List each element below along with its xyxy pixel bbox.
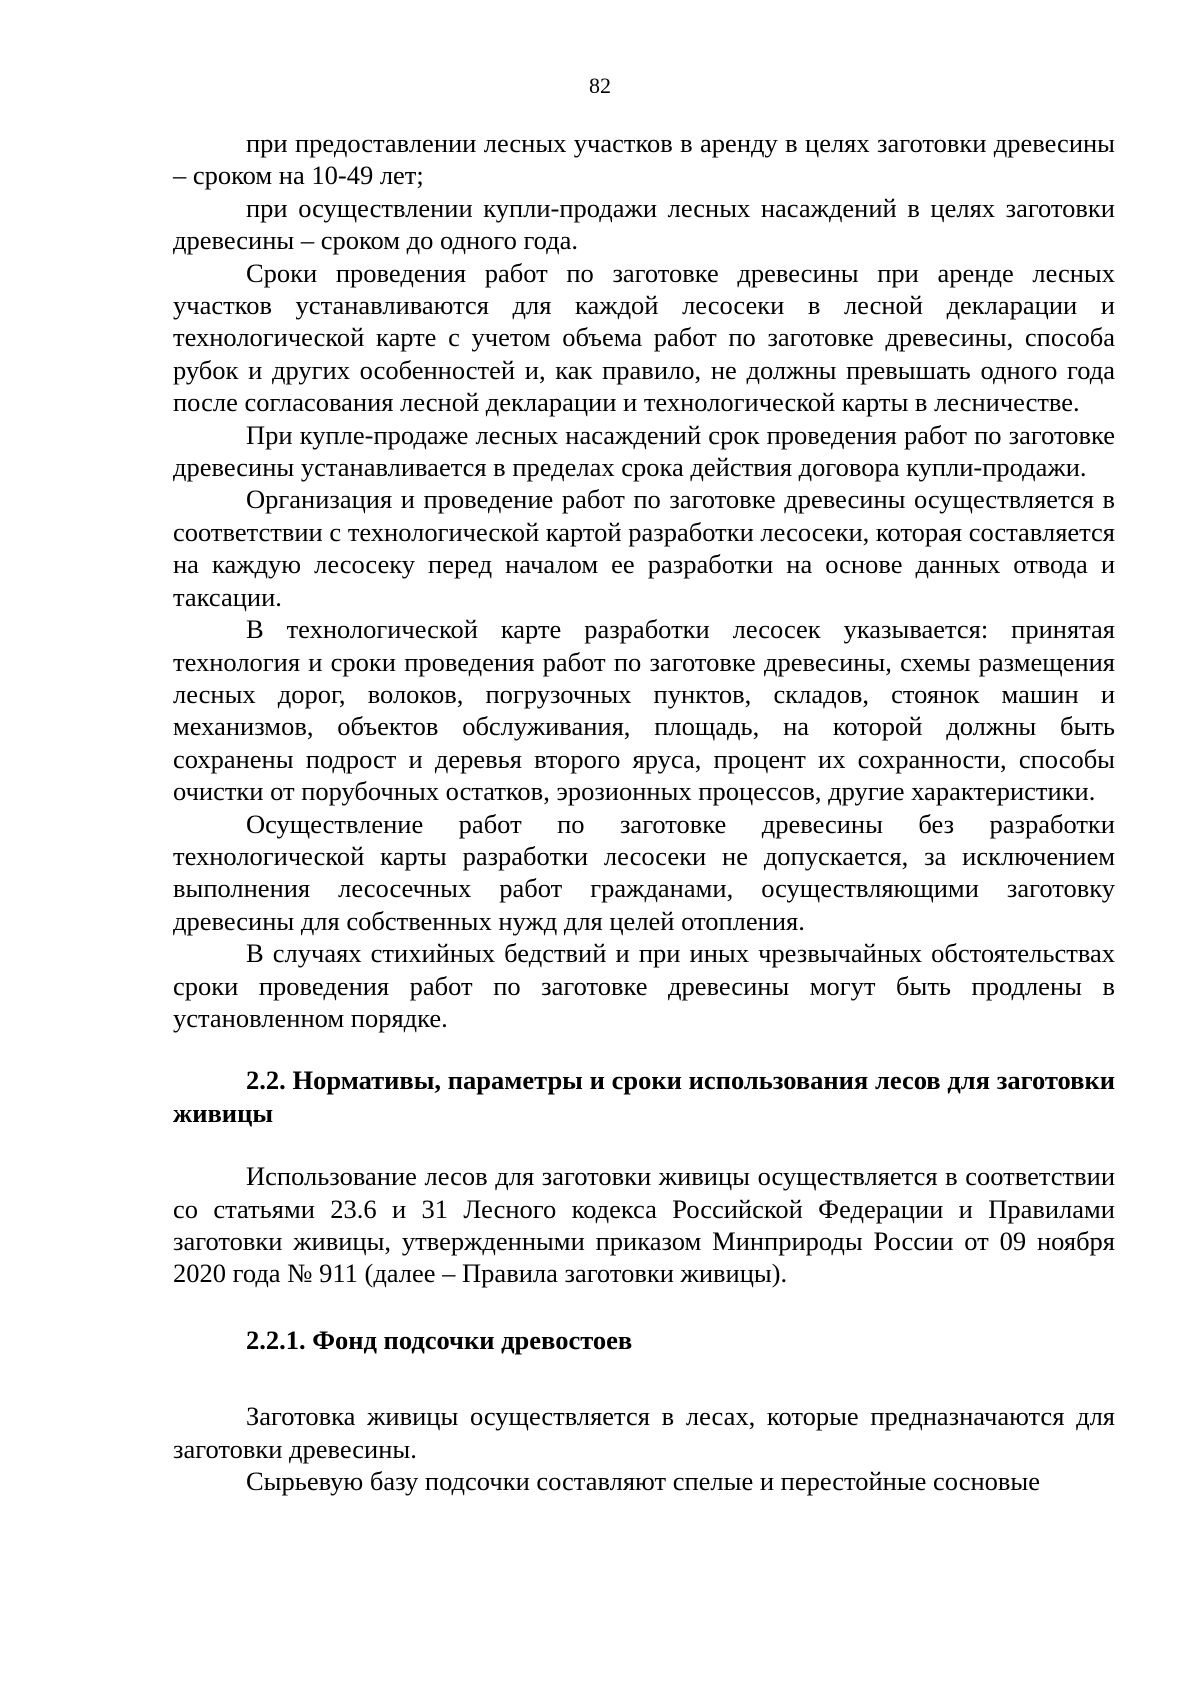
paragraph: Осуществление работ по заготовке древесины без разработки технологической карты разработки лесосеки не допускается, за исключением выполнения лесосечных работ гражданами, осуществляющими заготовку древесины для собственных нужд для целей отопления. xyxy=(173,808,1115,936)
subsection-heading: 2.2.1. Фонд подсочки древостоев xyxy=(246,1324,633,1355)
paragraph: В технологической карте разработки лесосек указывается: принятая технология и сроки проведения работ по заготовке древесины, схемы размещения лесных дорог, волоков, погрузочных пунктов, складов, стоянок машин и механизмов, объектов обслуживания, площадь, на которой должны быть сохранены подрост и деревья второго яруса, процент их сохранности, способы очистки от порубочных остатков, эрозионных процессов, другие характеристики. xyxy=(173,614,1115,807)
paragraph: Использование лесов для заготовки живицы осуществляется в соответствии со статьями 23.6 и 31 Лесного кодекса Российской Федерации и Правилами заготовки живицы, утвержденными приказом Минприроды России от 09 ноября 2020 года № 911 (далее – Правила заготовки живицы). xyxy=(173,1161,1115,1289)
paragraph: Сроки проведения работ по заготовке древесины при аренде лесных участков устанавливаются для каждой лесосеки в лесной декларации и технологической карте с учетом объема работ по заготовке древесины, способа рубок и других особенностей и, как правило, не должны превышать одного года после согласования лесной декларации и технологической карты в лесничестве. xyxy=(173,257,1115,418)
paragraph: Сырьевую базу подсочки составляют спелые и перестойные сосновые xyxy=(246,1466,1040,1497)
page-number: 82 xyxy=(589,73,611,98)
paragraph: при предоставлении лесных участков в аренду в целях заготовки древесины – сроком на 10-49 лет; xyxy=(173,128,1115,191)
section-heading: 2.2. Нормативы, параметры и сроки использования лесов для заготовки живицы xyxy=(173,1065,1115,1128)
paragraph: при осуществлении купли-продажи лесных насаждений в целях заготовки древесины – сроком до одного года. xyxy=(173,192,1115,256)
paragraph: В случаях стихийных бедствий и при иных чрезвычайных обстоятельствах сроки проведения работ по заготовке древесины могут быть продлены в установленном порядке. xyxy=(173,938,1115,1033)
paragraph: Заготовка живицы осуществляется в лесах, которые предназначаются для заготовки древесины. xyxy=(173,1401,1115,1464)
page-content xyxy=(173,127,1115,1497)
paragraph: Организация и проведение работ по заготовке древесины осуществляется в соответствии с технологической картой разработки лесосеки, которая составляется на каждую лесосеку перед началом ее разработки на основе данных отвода и таксации. xyxy=(173,484,1115,612)
paragraph: При купле-продаже лесных насаждений срок проведения работ по заготовке древесины устанавливается в пределах срока действия договора купли-продажи. xyxy=(173,419,1115,483)
